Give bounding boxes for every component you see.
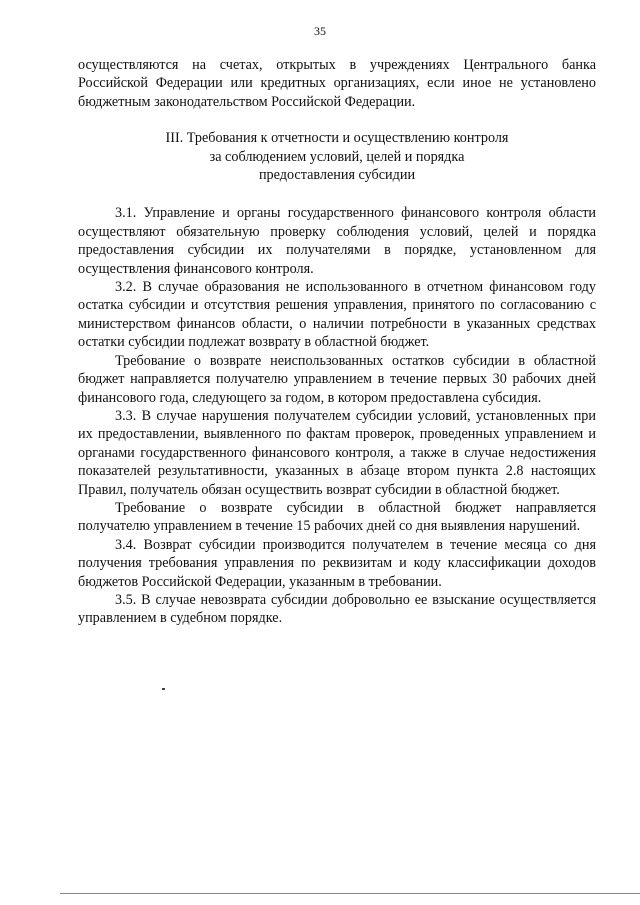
page-number: 35 (314, 24, 326, 38)
document-body (78, 56, 596, 628)
opening-paragraph: осуществляются на счетах, открытых в учреждениях Центрального банка Российской Федерации или кредитных организациях, если иное не установлено бюджетным законодательством Российской Федерации. (78, 57, 596, 110)
scan-speck (162, 688, 165, 690)
paragraph-3-2: 3.2. В случае образования не использованного в отчетном финансовом году остатка субсидии и отсутствия решения управления, принятого по согласованию с министерством финансов области, о наличии потребности в указанных средствах остатки субсидии подлежат возврату в областной бюджет. (78, 279, 596, 351)
paragraph-3-4: 3.4. Возврат субсидии производится получателем в течение месяца со дня получения требования управления по реквизитам и коду классификации доходов бюджетов Российской Федерации, указанным в требовании. (78, 536, 596, 590)
paragraph-3-3-return-request: Требование о возврате субсидии в областной бюджет направляется получателю управлением в течение 15 рабочих дней со дня выявления нарушений. (78, 499, 596, 535)
section-title-line: III. Требования к отчетности и осуществлению контроля (165, 130, 509, 147)
section-title-line: за соблюдением условий, целей и порядка (209, 148, 465, 165)
section-title (78, 129, 596, 184)
paragraph-3-5: 3.5. В случае невозврата субсидии добровольно ее взыскание осуществляется управлением в судебном порядке. (78, 591, 596, 627)
scan-bottom-edge (60, 893, 640, 894)
paragraph-3-3: 3.3. В случае нарушения получателем субсидии условий, установленных при их предоставлении, выявленного по фактам проверок, проведенных управлением и органами государственного финансового контроля, а также в случае недостижения показателей результативности, указанных в абзаце втором пункта 2.8 настоящих Правил, получатель обязан осуществить возврат субсидии в областной бюджет. (78, 407, 596, 498)
paragraph-3-1: 3.1. Управление и органы государственного финансового контроля области осуществляют обязательную проверку соблюдения условий, целей и порядка предоставления субсидии их получателями в порядке, установленном для осуществления финансового контроля. (78, 205, 596, 277)
paragraph-3-2-return-request: Требование о возврате неиспользованных остатков субсидии в областной бюджет направляется получателю управлением в течение первых 30 рабочих дней финансового года, следующего за годом, в котором предоставлена субсидия. (78, 352, 596, 406)
section-title-line: предоставления субсидии (258, 167, 416, 184)
